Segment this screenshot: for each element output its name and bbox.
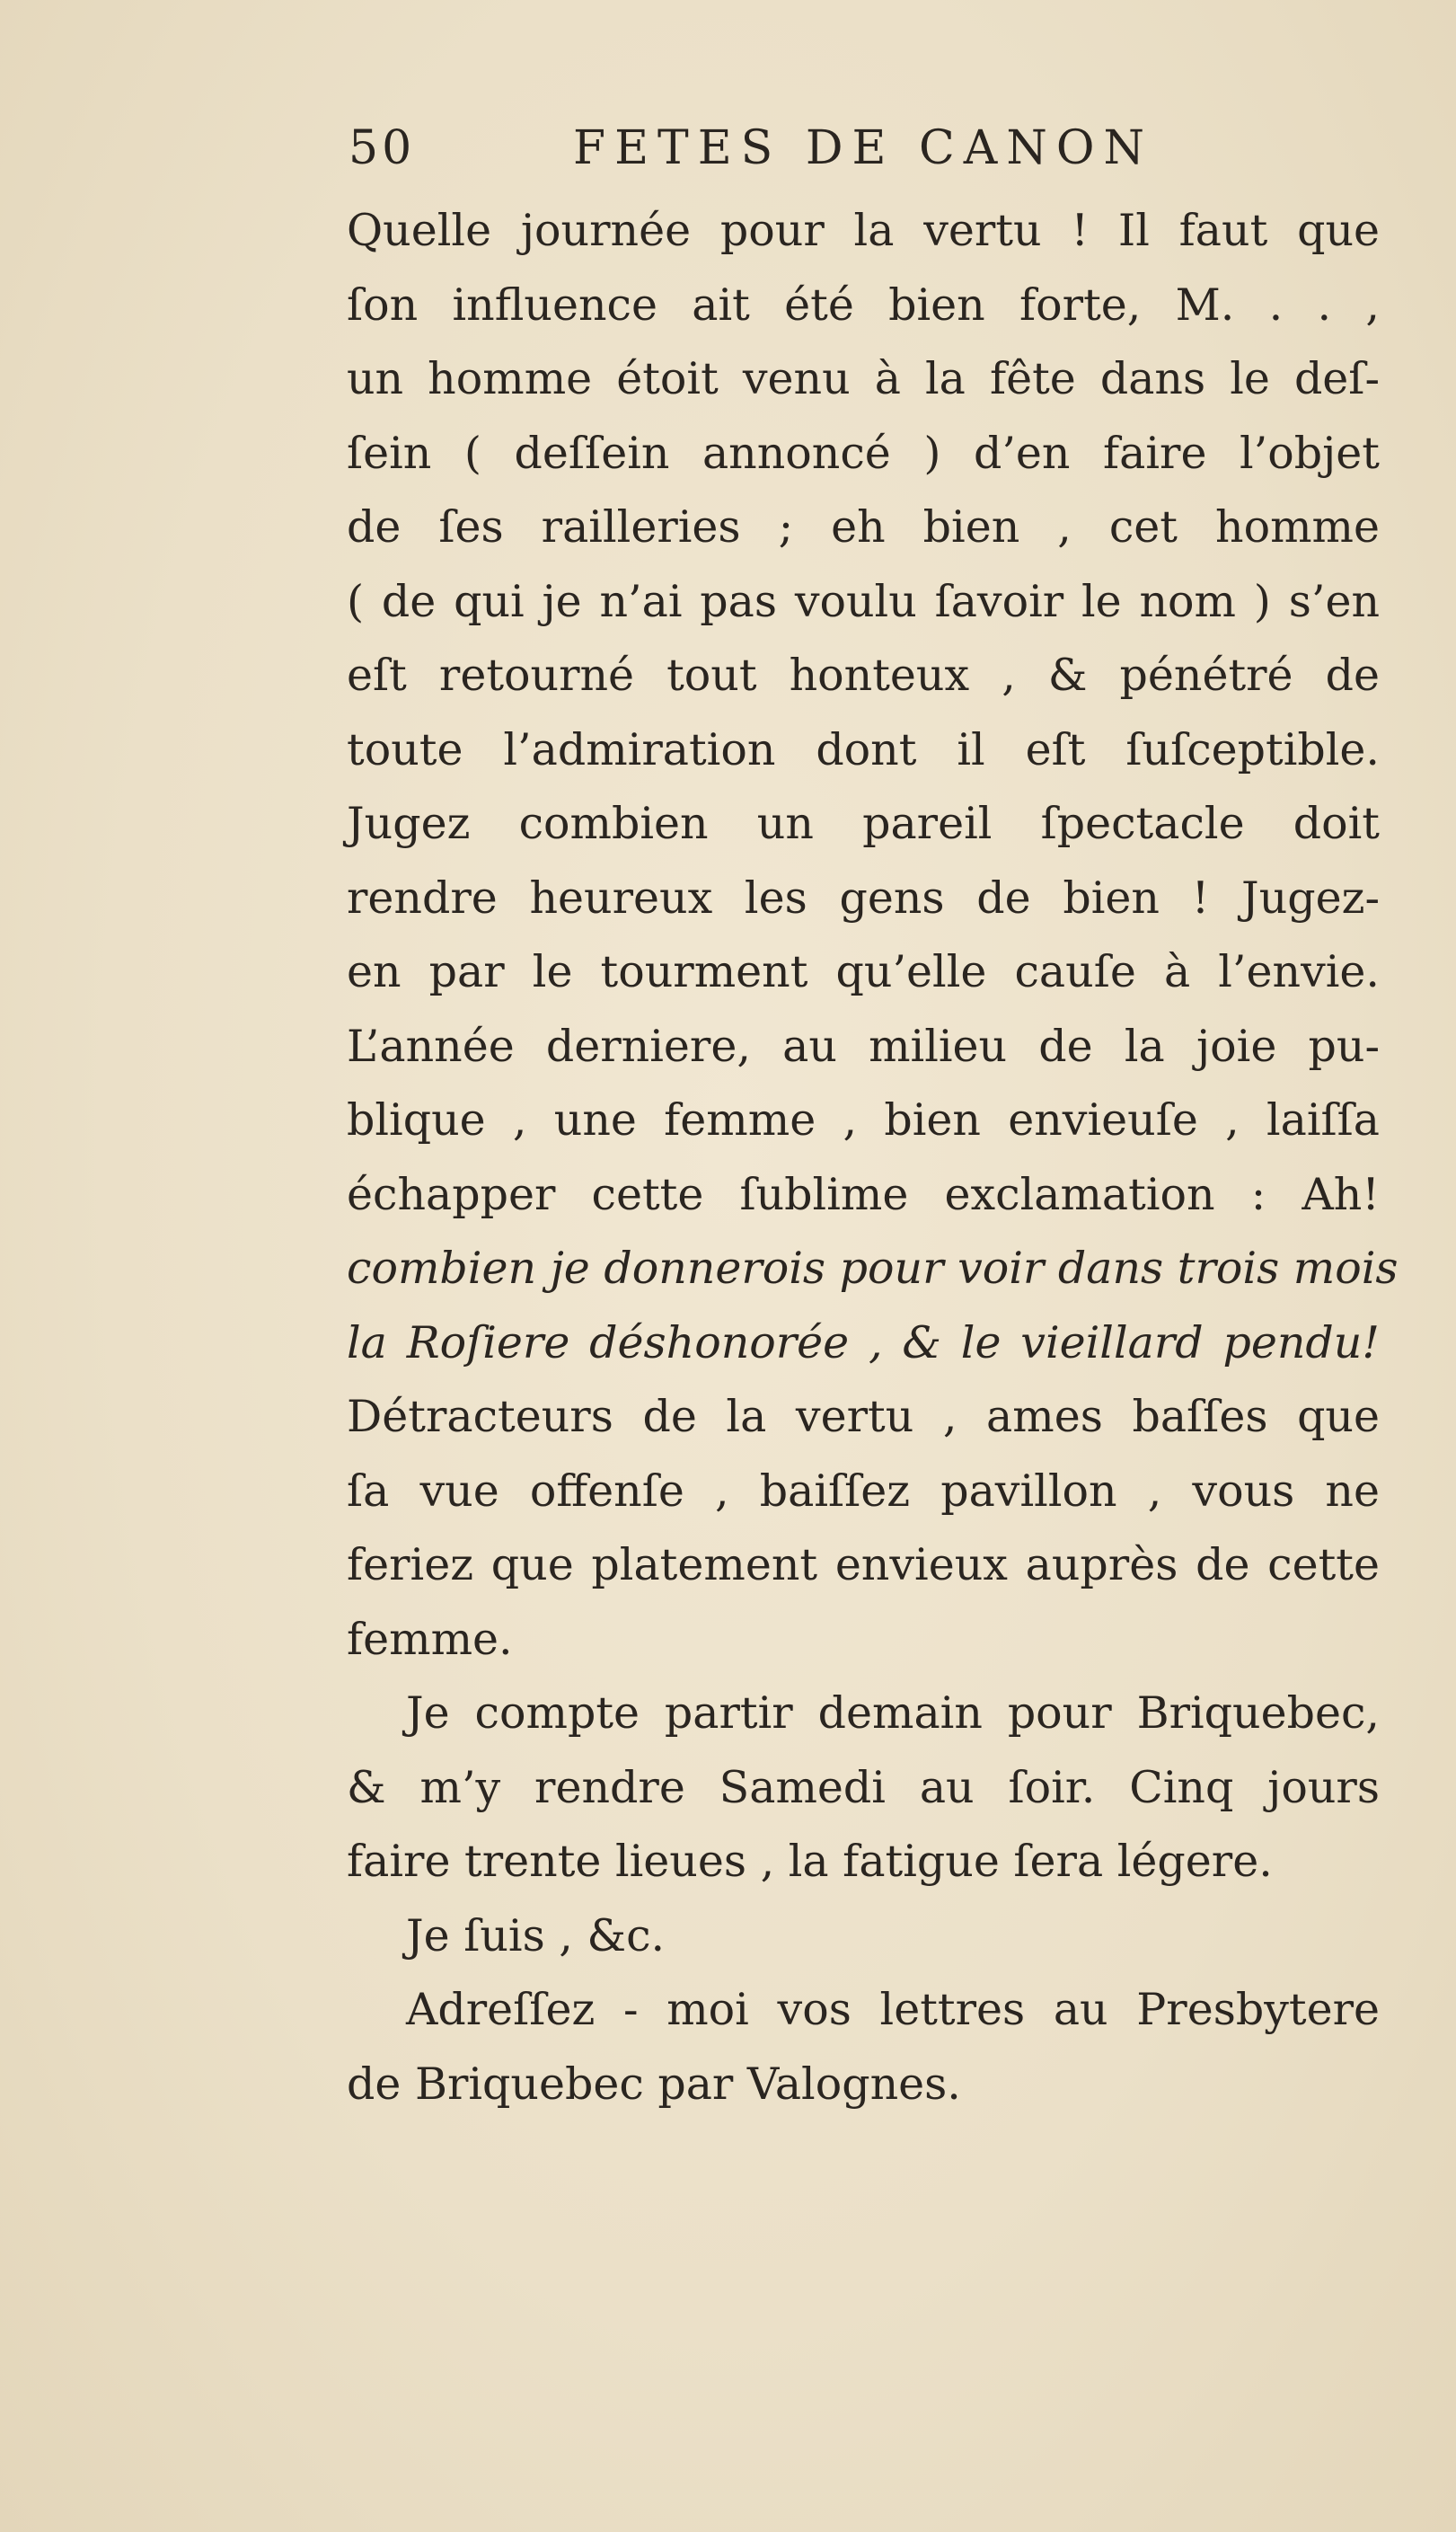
text-line: ſa vue offenſe , baiſſez pavillon , vous ne (347, 1465, 1380, 1517)
text-line: L’année derniere, au milieu de la joie pu- (347, 1020, 1380, 1072)
text-line: de ſes railleries ; eh bien , cet homme (347, 501, 1380, 553)
text-line: ſein ( deſſein annoncé ) d’en faire l’objet (347, 427, 1380, 479)
body-text (347, 194, 1399, 2121)
text-line: Détracteurs de la vertu , ames baſſes que (347, 1391, 1380, 1442)
text-line: rendre heureux les gens de bien ! Jugez- (347, 872, 1380, 924)
text-line: Quelle journée pour la vertu ! Il faut que (347, 205, 1380, 256)
text-line: ( de qui je n’ai pas voulu ſavoir le nom ) s’en (347, 575, 1380, 627)
text-line: Adreſſez - moi vos lettres au Presbytere (406, 1984, 1380, 2035)
running-head (349, 117, 1157, 180)
text-line: ſon influence ait été bien forte, M. . . , (347, 279, 1380, 331)
text-line: & m’y rendre Samedi au ſoir. Cinq jours (347, 1761, 1380, 1813)
text-line: faire trente lieues , la fatigue ſera légere. (347, 1836, 1273, 1887)
text-line: en par le tourment qu’elle cauſe à l’envie. (347, 946, 1380, 997)
text-line: eſt retourné tout honteux , & pénétré de (347, 650, 1380, 701)
text-line: échapper cette ſublime exclamation : Ah! (347, 1168, 1380, 1220)
text-line: feriez que platement envieux auprès de cette (347, 1539, 1380, 1590)
page-number: 50 (349, 121, 416, 175)
running-title: FETES DE CANON (573, 121, 1153, 175)
text-line: femme. (347, 1613, 513, 1665)
text-line: Je compte partir demain pour Briquebec, (406, 1687, 1380, 1739)
text-line-italic: la Roſiere déshonorée , & le vieillard pendu! (347, 1316, 1380, 1368)
text-line-italic: combien je donnerois pour voir dans trois mois (347, 1243, 1399, 1294)
text-line: un homme étoit venu à la fête dans le deſ- (347, 353, 1380, 404)
text-line: blique , une femme , bien envieuſe , laiſſa (347, 1094, 1380, 1146)
text-line: Jugez combien un pareil ſpectacle doit (347, 798, 1380, 849)
text-line: Je ſuis , &c. (406, 1909, 666, 1961)
text-line: toute l’admiration dont il eſt ſuſceptible. (347, 723, 1380, 775)
text-line: de Briquebec par Valognes. (347, 2058, 961, 2110)
